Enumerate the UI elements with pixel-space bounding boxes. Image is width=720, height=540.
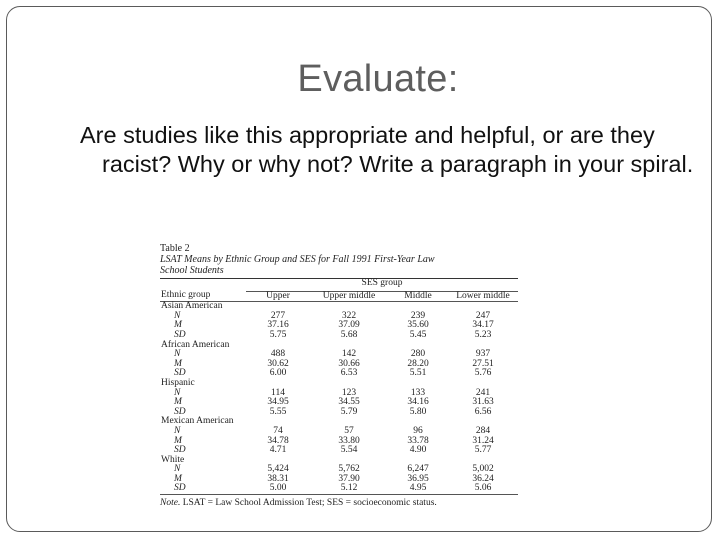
- group-row: [160, 379, 518, 389]
- table-cell: 5.06: [474, 483, 492, 494]
- table-cell: 34.78: [267, 435, 289, 446]
- table-cell: 74: [273, 425, 283, 436]
- table-cell: 5.68: [340, 329, 358, 340]
- table-cell: 27.51: [472, 358, 494, 369]
- column-header-1: Upper: [246, 291, 310, 302]
- group-row: [160, 302, 518, 312]
- group-name: Mexican American: [161, 416, 234, 427]
- table-cell: 6,247: [407, 464, 429, 475]
- table-cell: 123: [341, 387, 357, 398]
- table-title-line-1: LSAT Means by Ethnic Group and SES for Fall 1991 First-Year Law: [160, 254, 435, 265]
- slide-title: Evaluate:: [297, 58, 459, 100]
- group-name: Hispanic: [161, 377, 195, 388]
- table-cell: 937: [475, 349, 491, 360]
- table-cell: 37.16: [267, 320, 289, 331]
- table-row: [160, 321, 518, 331]
- bottom-rule: [160, 494, 518, 495]
- slide-question: Are studies like this appropriate and helpful, or are they racist? Why or why not? Write a paragraph in your spiral.: [80, 122, 694, 177]
- table-row: [160, 369, 518, 379]
- stat-label: SD: [174, 329, 186, 340]
- table-row: [160, 360, 518, 370]
- table-cell: 5.00: [269, 483, 287, 494]
- table-cell: 5.79: [340, 406, 358, 417]
- group-name: White: [161, 454, 185, 465]
- table-cell: 5,762: [338, 464, 360, 475]
- table-cell: 5,424: [267, 464, 289, 475]
- table-cell: 114: [271, 387, 285, 398]
- column-header-4: Lower middle: [448, 291, 518, 302]
- table-cell: 6.00: [269, 368, 287, 379]
- table-note: [160, 498, 518, 508]
- group-name: African American: [161, 339, 230, 350]
- table-cell: 31.63: [472, 397, 494, 408]
- table-cell: 38.31: [267, 473, 289, 484]
- table-cell: 5.80: [409, 406, 427, 417]
- table-cell: 6.56: [474, 406, 492, 417]
- table-cell: 5.55: [269, 406, 287, 417]
- ses-group-spanner: SES group: [246, 279, 518, 291]
- note-label: Note.: [160, 498, 181, 509]
- column-header-2: Upper middle: [310, 291, 388, 302]
- table-cell: 33.80: [338, 435, 360, 446]
- table-cell: 28.20: [407, 358, 429, 369]
- table-cell: 280: [410, 349, 426, 360]
- table-number: Table 2: [160, 243, 190, 254]
- table-cell: 37.09: [338, 320, 360, 331]
- table-cell: 5,002: [472, 464, 494, 475]
- table-cell: 5.45: [409, 329, 427, 340]
- group-row: [160, 417, 518, 427]
- stat-label: N: [174, 425, 181, 436]
- table-cell: 5.76: [474, 368, 492, 379]
- table-row: [160, 437, 518, 447]
- table-cell: 142: [341, 349, 357, 360]
- column-header-0: Ethnic group: [160, 291, 246, 302]
- table-cell: 35.60: [407, 320, 429, 331]
- column-header-3: Middle: [388, 291, 448, 302]
- table-cell: 34.55: [338, 397, 360, 408]
- table-body: [160, 302, 518, 494]
- stat-label: M: [174, 320, 182, 331]
- table-cell: 6.53: [340, 368, 358, 379]
- table-cell: 4.95: [409, 483, 427, 494]
- stat-label: M: [174, 435, 182, 446]
- table-cell: 36.95: [407, 473, 429, 484]
- stat-label: M: [174, 358, 182, 369]
- table-cell: 96: [413, 425, 423, 436]
- table-cell: 31.24: [472, 435, 494, 446]
- table-cell: 36.24: [472, 473, 494, 484]
- table-cell: 57: [344, 425, 354, 436]
- table-row: [160, 484, 518, 494]
- stat-label: N: [174, 387, 181, 398]
- stat-label: SD: [174, 483, 186, 494]
- table-cell: 30.62: [267, 358, 289, 369]
- stat-label: N: [174, 464, 181, 475]
- stat-label: SD: [174, 368, 186, 379]
- table-cell: 133: [410, 387, 426, 398]
- column-header-row: [160, 291, 518, 302]
- stat-label: N: [174, 310, 181, 321]
- table-caption: [160, 243, 518, 276]
- table-cell: 30.66: [338, 358, 360, 369]
- lsat-table-figure: [160, 243, 518, 533]
- stat-label: SD: [174, 445, 186, 456]
- group-row: [160, 341, 518, 351]
- table-cell: 5.23: [474, 329, 492, 340]
- table-cell: 5.51: [409, 368, 427, 379]
- table-cell: 4.90: [409, 445, 427, 456]
- table-cell: 5.77: [474, 445, 492, 456]
- table-cell: 241: [475, 387, 491, 398]
- table-cell: 239: [410, 310, 426, 321]
- table-cell: 4.71: [269, 445, 287, 456]
- table-cell: 5.12: [340, 483, 358, 494]
- stat-label: M: [174, 473, 182, 484]
- table-row: [160, 475, 518, 485]
- table-cell: 284: [475, 425, 491, 436]
- table-cell: 488: [270, 349, 286, 360]
- table-cell: 322: [341, 310, 357, 321]
- table-cell: 34.17: [472, 320, 494, 331]
- table-cell: 34.16: [407, 397, 429, 408]
- ses-spanner-row: [160, 279, 518, 291]
- stat-label: N: [174, 349, 181, 360]
- table-cell: 277: [270, 310, 286, 321]
- note-text: LSAT = Law School Admission Test; SES = socioeconomic status.: [182, 498, 437, 509]
- table-cell: 37.90: [338, 473, 360, 484]
- table-title-line-2: School Students: [160, 265, 224, 276]
- group-name: Asian American: [161, 301, 223, 312]
- table-cell: 247: [475, 310, 491, 321]
- table-row: [160, 446, 518, 456]
- table-row: [160, 398, 518, 408]
- table-cell: 33.78: [407, 435, 429, 446]
- stat-label: SD: [174, 406, 186, 417]
- lsat-table: [160, 279, 518, 494]
- table-cell: 5.75: [269, 329, 287, 340]
- stat-label: M: [174, 397, 182, 408]
- table-cell: 5.54: [340, 445, 358, 456]
- table-cell: 34.95: [267, 397, 289, 408]
